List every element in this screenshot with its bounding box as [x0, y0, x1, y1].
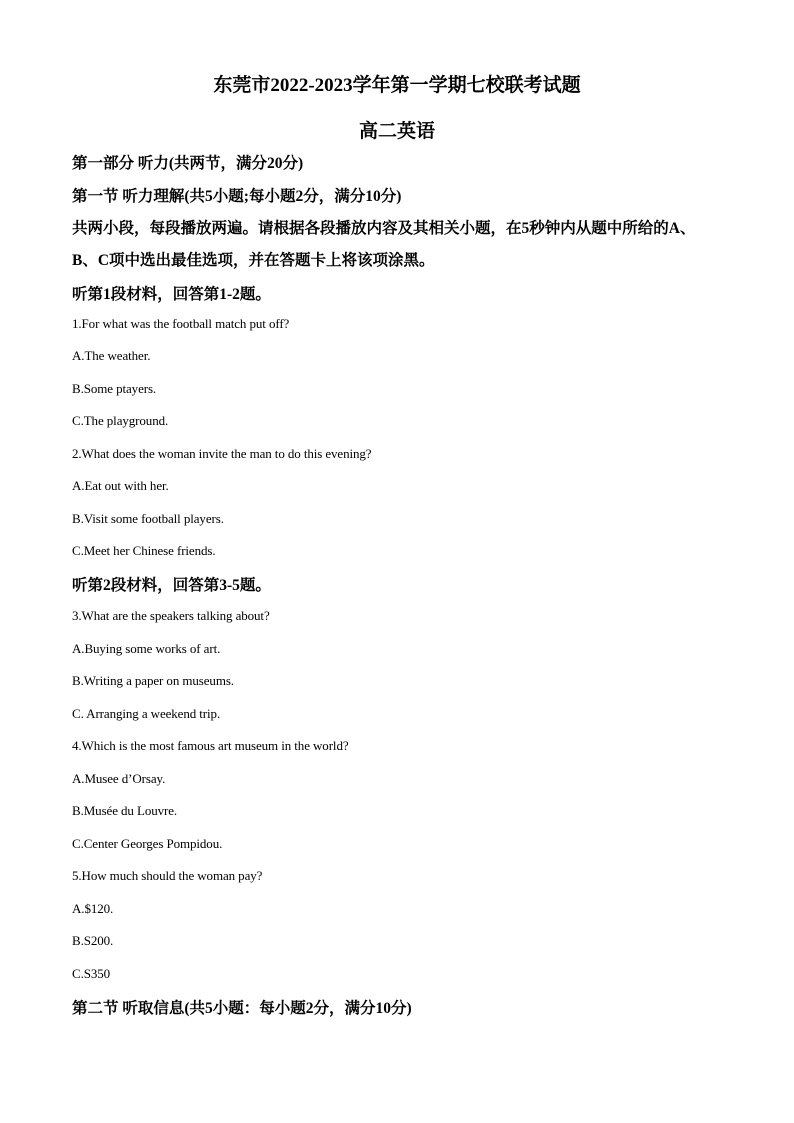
question-4-option-c: C.Center Georges Pompidou.: [72, 836, 223, 851]
question-3: 3.What are the speakers talking about?: [72, 608, 270, 623]
question-3-option-a: A.Buying some works of art.: [72, 641, 221, 656]
question-5-option-c: C.S350: [72, 966, 111, 981]
question-1-option-b: B.Some ptayers.: [72, 381, 157, 396]
question-5: 5.How much should the woman pay?: [72, 868, 263, 883]
section2-heading: 第二节 听取信息(共5小题：每小题2分，满分10分): [72, 1000, 412, 1017]
question-4: 4.Which is the most famous art museum in the world?: [72, 738, 349, 753]
question-3-option-b: B.Writing a paper on museums.: [72, 673, 234, 688]
question-2-option-a: A.Eat out with her.: [72, 478, 169, 493]
dialog1-heading: 听第1段材料，回答第1-2题。: [72, 286, 271, 303]
question-4-option-a: A.Musee d’Orsay.: [72, 771, 166, 786]
question-3-option-c: C. Arranging a weekend trip.: [72, 706, 221, 721]
question-2-option-c: C.Meet her Chinese friends.: [72, 543, 216, 558]
part1-heading: 第一部分 听力(共两节，满分20分): [72, 155, 304, 172]
question-1-option-a: A.The weather.: [72, 348, 151, 363]
dialog2-heading: 听第2段材料，回答第3-5题。: [72, 577, 271, 594]
section1-heading: 第一节 听力理解(共5小题;每小题2分，满分10分): [72, 188, 402, 205]
question-5-option-a: A.$120.: [72, 901, 114, 916]
question-5-option-b: B.S200.: [72, 933, 114, 948]
instructions-line-1: 共两小段，每段播放两遍。请根据各段播放内容及其相关小题，在5秒钟内从题中所给的A、: [72, 220, 696, 237]
question-1-option-c: C.The playground.: [72, 413, 169, 428]
question-2-option-b: B.Visit some football players.: [72, 511, 224, 526]
page-title: 东莞市2022-2023学年第一学期七校联考试题: [213, 75, 581, 96]
page-subtitle: 高二英语: [358, 121, 435, 142]
question-4-option-b: B.Musée du Louvre.: [72, 803, 178, 818]
question-1: 1.For what was the football match put off?: [72, 316, 290, 331]
instructions-line-2: B、C项中选出最佳选项，并在答题卡上将该项涂黑。: [72, 252, 435, 269]
question-2: 2.What does the woman invite the man to do this evening?: [72, 446, 372, 461]
